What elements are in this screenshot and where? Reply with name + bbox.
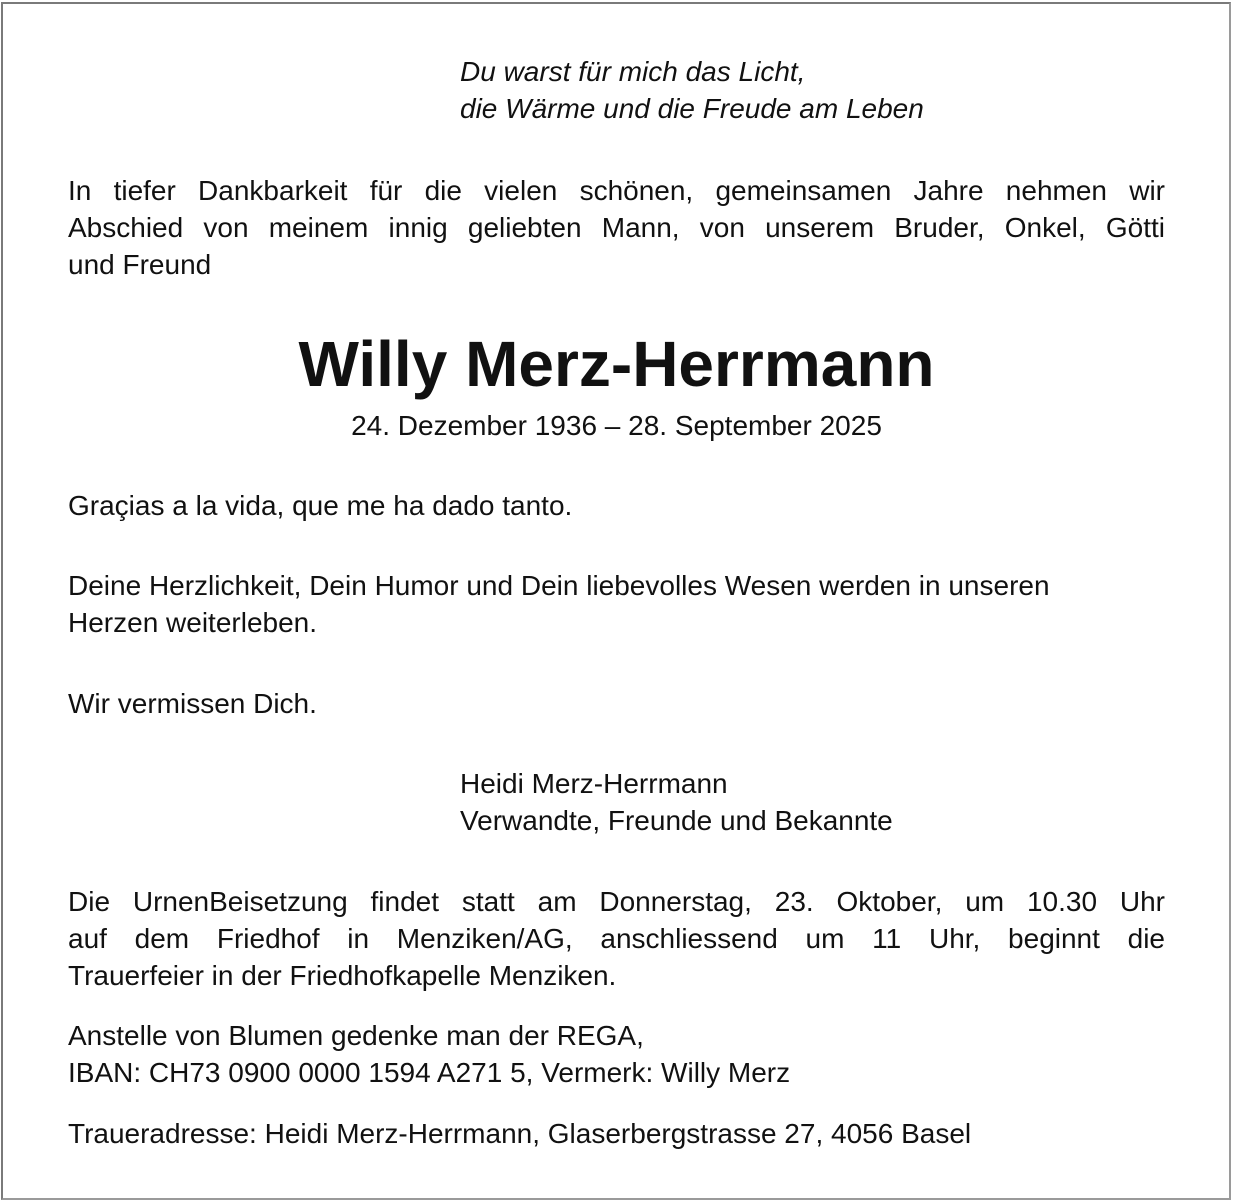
motto-line-1: Du warst für mich das Licht, [460,56,806,87]
donation-line-1: Anstelle von Blumen gedenke man der REGA, [68,1020,644,1051]
life-dates: 24. Dezember 1936 – 28. September 2025 [351,410,882,441]
tribute-paragraph [68,567,1050,641]
intro-line-3: und Freund [68,249,212,280]
service-paragraph [68,883,1165,994]
tribute-line-2: Herzen weiterleben. [68,607,318,638]
signer-spouse: Heidi Merz-Herrmann [460,768,728,799]
service-line-2: auf dem Friedhof in Menziken/AG, anschliessend um 11 Uhr, beginnt die [68,923,1165,954]
signers [460,765,893,839]
motto-line-2: die Wärme und die Freude am Leben [460,93,924,124]
intro-paragraph [68,172,1165,283]
quote: Graçias a la vida, que me ha dado tanto. [68,490,573,521]
service-line-3: Trauerfeier in der Friedhofkapelle Menziken. [68,960,617,991]
motto [460,53,924,127]
intro-line-1: In tiefer Dankbarkeit für die vielen schönen, gemeinsamen Jahre nehmen wir [68,175,1165,206]
donation-iban: IBAN: CH73 0900 0000 1594 A271 5, Vermerk: Willy Merz [68,1057,791,1088]
tribute-line-1: Deine Herzlichkeit, Dein Humor und Dein liebevolles Wesen werden in unseren [68,570,1050,601]
mourning-address: Traueradresse: Heidi Merz-Herrmann, Glaserbergstrasse 27, 4056 Basel [68,1118,972,1149]
deceased-name: Willy Merz-Herrmann [298,328,935,400]
miss-line: Wir vermissen Dich. [68,688,317,719]
service-line-1: Die UrnenBeisetzung findet statt am Donnerstag, 23. Oktober, um 10.30 Uhr [68,886,1165,917]
donation-paragraph [68,1017,790,1091]
signer-others: Verwandte, Freunde und Bekannte [460,805,893,836]
intro-line-2: Abschied von meinem innig geliebten Mann, von unserem Bruder, Onkel, Götti [68,212,1165,243]
